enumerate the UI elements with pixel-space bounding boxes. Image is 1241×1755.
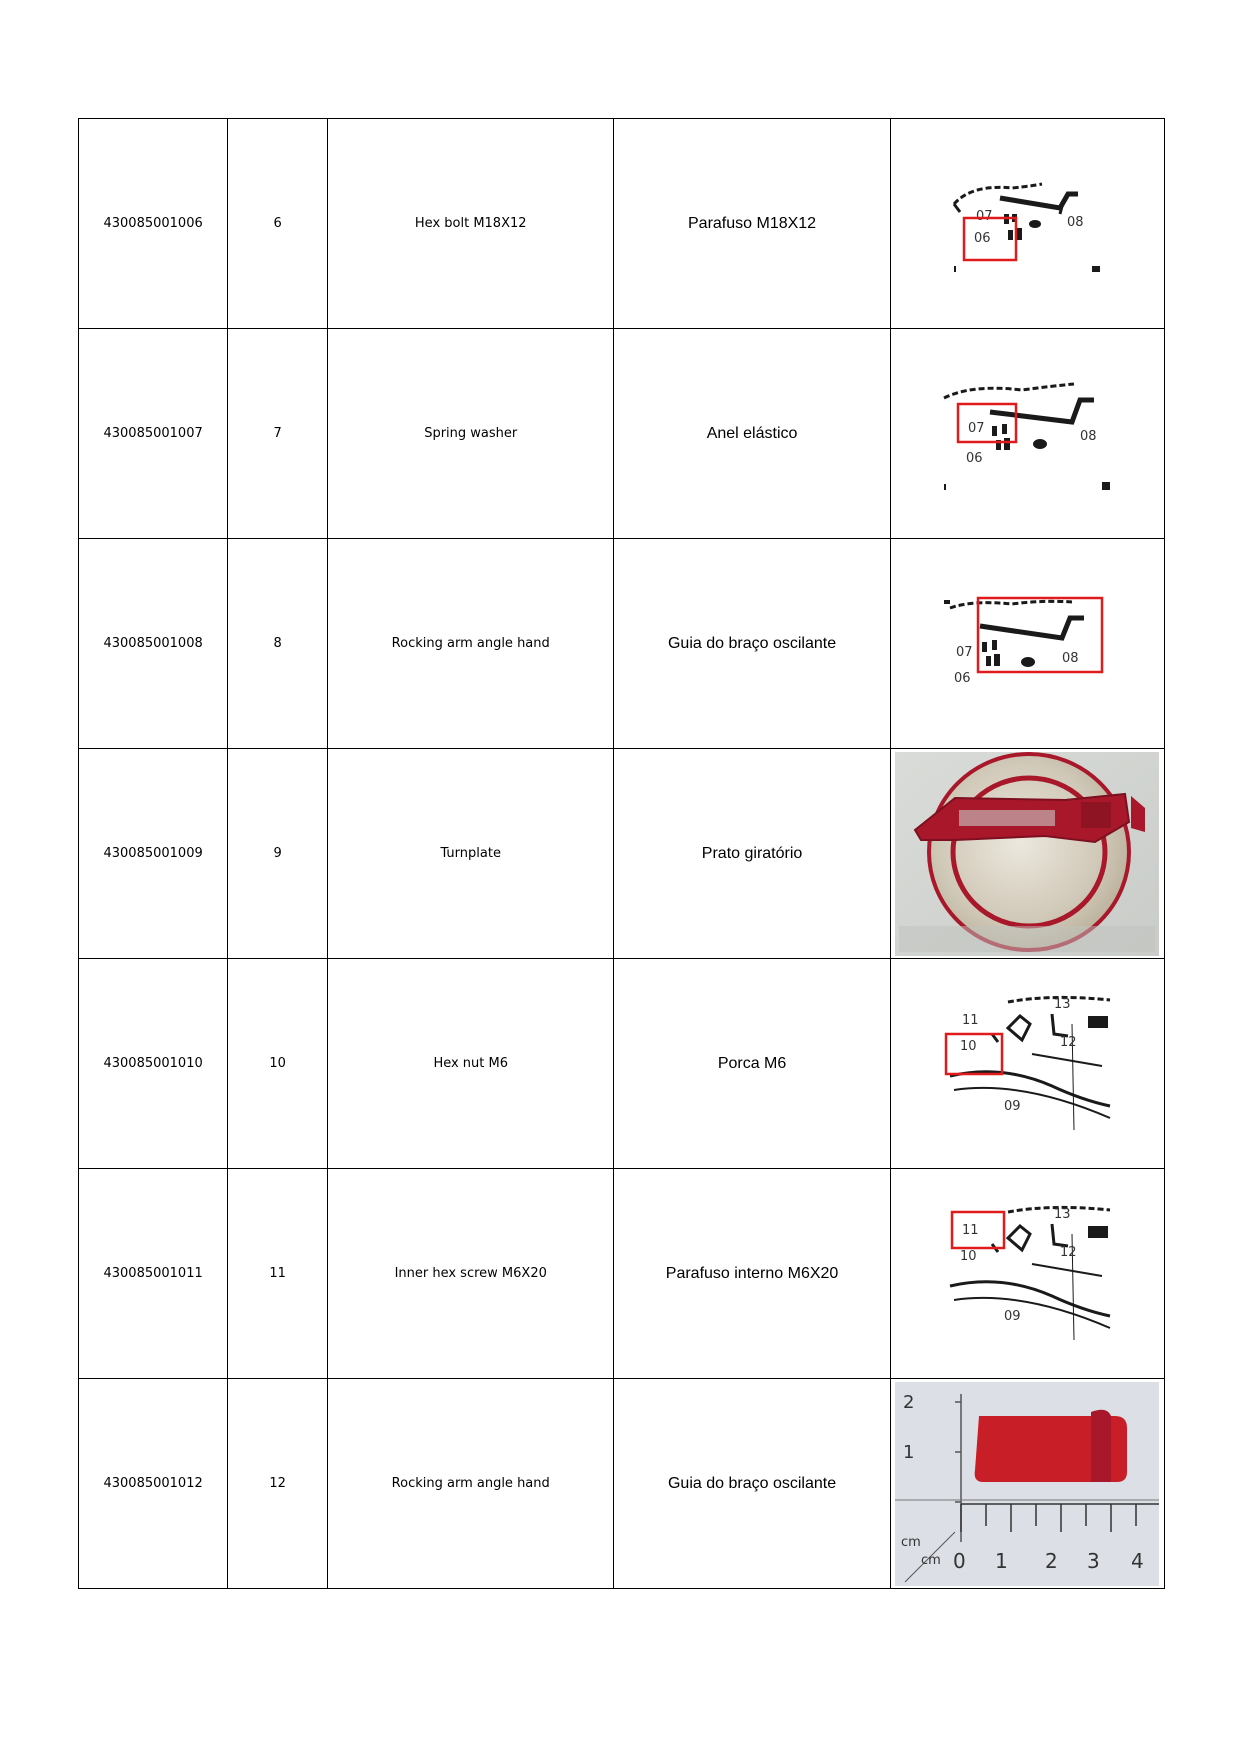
part-name-pt: Parafuso interno M6X20 <box>614 1169 890 1379</box>
part-image-cell <box>890 749 1164 959</box>
part-number: 7 <box>228 329 328 539</box>
ruler-label: cm <box>921 1552 942 1568</box>
table-row <box>79 1379 1165 1589</box>
part-name-en: Spring washer <box>328 329 614 539</box>
part-code: 430085001012 <box>79 1379 228 1589</box>
ruler-label: cm <box>901 1534 922 1550</box>
exploded-diagram-image <box>952 174 1102 274</box>
turnplate-photo <box>895 752 1159 956</box>
part-number: 8 <box>228 539 328 749</box>
part-code: 430085001006 <box>79 119 228 329</box>
part-code: 430085001007 <box>79 329 228 539</box>
part-name-pt: Guia do braço oscilante <box>614 539 890 749</box>
callout-label: 06 <box>966 450 983 466</box>
parts-table <box>78 118 1165 1589</box>
table-row <box>79 749 1165 959</box>
exploded-diagram-image <box>942 1204 1112 1344</box>
part-image-cell <box>890 119 1164 329</box>
callout-label: 13 <box>1054 996 1071 1012</box>
callout-label: 06 <box>974 230 991 246</box>
callout-label: 13 <box>1054 1206 1071 1222</box>
exploded-diagram-image <box>942 596 1112 692</box>
callout-label: 11 <box>962 1222 979 1238</box>
part-name-en: Hex bolt M18X12 <box>328 119 614 329</box>
part-name-en: Turnplate <box>328 749 614 959</box>
part-name-pt: Parafuso M18X12 <box>614 119 890 329</box>
part-name-en: Inner hex screw M6X20 <box>328 1169 614 1379</box>
ruler-label: 1 <box>995 1548 1009 1573</box>
exploded-diagram-image <box>942 378 1112 490</box>
part-code: 430085001009 <box>79 749 228 959</box>
part-name-pt: Prato giratório <box>614 749 890 959</box>
part-image-cell <box>890 1169 1164 1379</box>
callout-label: 07 <box>976 208 993 224</box>
ruler-label: 1 <box>903 1441 915 1463</box>
highlight-box <box>958 404 1016 442</box>
callout-label: 07 <box>956 644 973 660</box>
callout-label: 10 <box>960 1038 977 1054</box>
callout-label: 08 <box>1062 650 1079 666</box>
part-image-cell <box>890 1379 1164 1589</box>
part-code: 430085001010 <box>79 959 228 1169</box>
part-name-en: Rocking arm angle hand <box>328 539 614 749</box>
part-image-cell <box>890 539 1164 749</box>
table-row <box>79 1169 1165 1379</box>
table-row <box>79 329 1165 539</box>
ruler-photo <box>895 1382 1159 1586</box>
ruler-label: 4 <box>1131 1548 1145 1573</box>
table-row <box>79 119 1165 329</box>
callout-label: 11 <box>962 1012 979 1028</box>
part-number: 12 <box>228 1379 328 1589</box>
part-number: 11 <box>228 1169 328 1379</box>
part-code: 430085001008 <box>79 539 228 749</box>
callout-label: 12 <box>1060 1034 1077 1050</box>
part-name-pt: Guia do braço oscilante <box>614 1379 890 1589</box>
callout-label: 06 <box>954 670 971 686</box>
part-number: 9 <box>228 749 328 959</box>
exploded-diagram-image <box>942 994 1112 1134</box>
part-code: 430085001011 <box>79 1169 228 1379</box>
callout-label: 08 <box>1080 428 1097 444</box>
part-image-cell <box>890 329 1164 539</box>
callout-label: 08 <box>1067 214 1084 230</box>
part-name-en: Hex nut M6 <box>328 959 614 1169</box>
callout-label: 07 <box>968 420 985 436</box>
callout-label: 09 <box>1004 1308 1021 1324</box>
part-image-cell <box>890 959 1164 1169</box>
callout-label: 10 <box>960 1248 977 1264</box>
part-name-en: Rocking arm angle hand <box>328 1379 614 1589</box>
part-number: 6 <box>228 119 328 329</box>
part-name-pt: Anel elástico <box>614 329 890 539</box>
callout-label: 12 <box>1060 1244 1077 1260</box>
table-row <box>79 959 1165 1169</box>
ruler-label: 2 <box>1045 1548 1059 1573</box>
callout-label: 09 <box>1004 1098 1021 1114</box>
part-number: 10 <box>228 959 328 1169</box>
part-name-pt: Porca M6 <box>614 959 890 1169</box>
ruler-label: 0 <box>953 1548 967 1573</box>
ruler-label: 2 <box>903 1391 915 1413</box>
ruler-label: 3 <box>1087 1548 1101 1573</box>
table-row <box>79 539 1165 749</box>
